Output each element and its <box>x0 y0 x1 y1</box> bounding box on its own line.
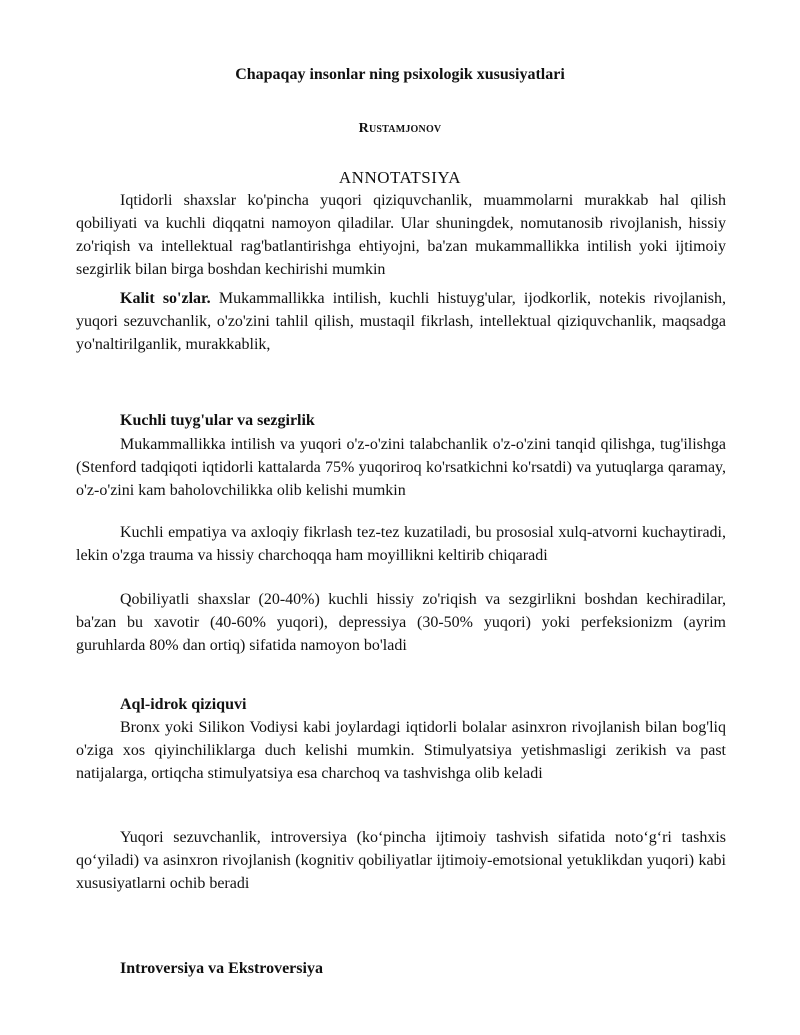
section1-paragraph-1: Mukammallikka intilish va yuqori o'z-o'zini talabchanlik o'z-o'zini tanqid qilishga, tug'ilishga (Stenford tadqiqoti iqtidorli kattalarda 75% yuqoriroq ko'rsatkichni ko'rsatdi) va yutuqlarga qaramay, o'z-o'zini kam baholovchilikka olib kelishi mumkin <box>76 436 726 499</box>
section-heading-curiosity: Aql-idrok qiziquvi <box>120 696 247 713</box>
section-heading-emotions: Kuchli tuyg'ular va sezgirlik <box>120 412 315 429</box>
section-heading-introversion: Introversiya va Ekstroversiya <box>120 960 323 977</box>
section1-paragraph-2: Kuchli empatiya va axloqiy fikrlash tez-tez kuzatiladi, bu prososial xulq-atvorni kuchaytiradi, lekin o'zga trauma va hissiy charchoqqa ham moyillikni keltirib chiqaradi <box>76 524 726 564</box>
author-name: Rustamjonov <box>358 121 442 136</box>
section2-paragraph-2: Yuqori sezuvchanlik, introversiya (ko‘pincha ijtimoiy tashvish sifatida noto‘g‘ri tashxis qo‘yiladi) va asinxron rivojlanish (kognitiv qobiliyatlar ijtimoiy-emotsional yetuklikdan yuqori) kabi xususiyatlarni ochib beradi <box>76 829 726 892</box>
section1-paragraph-3: Qobiliyatli shaxslar (20-40%) kuchli hissiy zo'riqish va sezgirlikni boshdan kechiradilar, ba'zan bu xavotir (40-60% yuqori), depressiya (30-50% yuqori) yoki perfeksionizm (ayrim guruhlarda 80% dan ortiq) sifatida namoyon bo'ladi <box>76 591 726 654</box>
section2-paragraph-1: Bronx yoki Silikon Vodiysi kabi joylardagi iqtidorli bolalar asinxron rivojlanish bilan bog'liq o'ziga xos qiyinchiliklarga duch kelishi mumkin. Stimulyatsiya yetishmasligi zerikish va past natijalarga, ortiqcha stimulyatsiya esa charchoq va tashvishga olib keladi <box>76 719 726 782</box>
keywords-label: Kalit so'zlar. <box>120 290 211 307</box>
annotation-paragraph: Iqtidorli shaxslar ko'pincha yuqori qiziquvchanlik, muammolarni murakkab hal qilish qobiliyati va kuchli diqqatni namoyon qiladilar. Ular shuningdek, nomutanosib rivojlanish, hissiy zo'riqish va intellektual rag'batlantirishga ehtiyojni, ba'zan mukammallikka intilish yoki ijtimoiy sezgirlik bilan birga boshdan kechirishi mumkin <box>76 192 726 278</box>
annotation-heading: ANNOTATSIYA <box>338 168 462 187</box>
document-title: Chapaqay insonlar ning psixologik xususiyatlari <box>235 66 565 83</box>
keywords-text: Mukammallikka intilish, kuchli histuyg'ular, ijodkorlik, notekis rivojlanish, yuqori sezuvchanlik, o'zo'zini tahlil qilish, mustaqil fikrlash, intellektual qiziquvchanlik, maqsadga yo'naltirilganlik, murakkablik, <box>76 290 727 353</box>
keywords-paragraph <box>76 287 726 356</box>
